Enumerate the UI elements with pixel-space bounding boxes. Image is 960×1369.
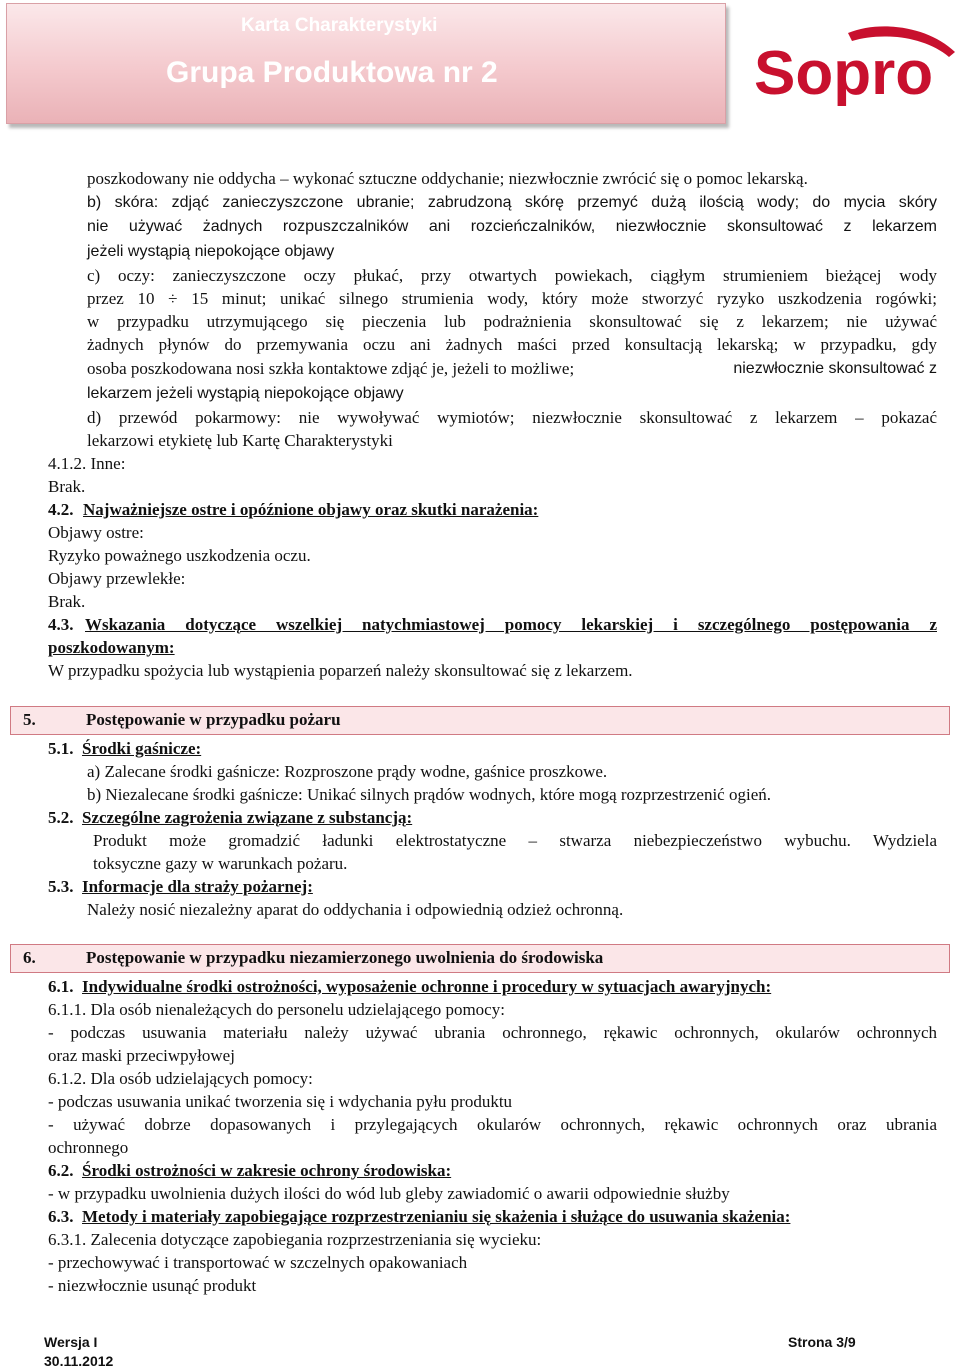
subsection-5-3-number: 5.3.	[48, 877, 74, 896]
subsection-6-3-title: Metody i materiały zapobiegające rozprzestrzenianiu się skażenia i służące do usuwania skażenia:	[82, 1207, 791, 1226]
document-title: Grupa Produktowa nr 2	[166, 56, 498, 89]
text-line: 6.1.1. Dla osób nienależących do personelu udzielającego pomocy:	[48, 1000, 505, 1019]
text-line: 4.1.2. Inne:	[48, 454, 126, 473]
section-title: Postępowanie w przypadku pożaru	[86, 710, 341, 729]
subsection-5-2-number: 5.2.	[48, 808, 74, 827]
text-line: 6.3.1. Zalecenia dotyczące zapobiegania rozprzestrzeniania się wycieku:	[48, 1230, 542, 1249]
text-line: - przechowywać i transportować w szczelnych opakowaniach	[48, 1253, 468, 1272]
subsection-4-3-title: Wskazania dotyczące wszelkiej natychmiastowej pomocy lekarskiej i szczególnego postępowania z	[85, 615, 937, 634]
text-line: Produkt może gromadzić ładunki elektrostatyczne – stwarza niebezpieczeństwo wybuchu. Wydziela	[93, 831, 937, 850]
text-line: 6.1.2. Dla osób udzielających pomocy:	[48, 1069, 313, 1088]
text-line: Objawy ostre:	[48, 523, 144, 542]
text-line: b) skóra: zdjąć zanieczyszczone ubranie; zabrudzoną skórę przemyć dużą ilością wody; do mycia skóry	[87, 194, 937, 211]
text-line: - używać dobrze dopasowanych i przylegających okularów ochronnych, rękawic ochronnych oraz ubrania	[48, 1115, 937, 1134]
text-line: Objawy przewlekłe:	[48, 569, 186, 588]
text-line: - podczas usuwania unikać tworzenia się i wdychania pyłu produktu	[48, 1092, 513, 1111]
subsection-4-3-number: 4.3.	[48, 615, 74, 634]
text-line: w przypadku utrzymującego się pieczenia lub podrażnienia skonsultować się z lekarzem; nie używać	[87, 312, 937, 331]
subsection-4-2-number: 4.2.	[48, 500, 74, 519]
subsection-6-1-number: 6.1.	[48, 977, 74, 996]
logo-text: Sopro	[754, 39, 934, 106]
subsection-5-1-number: 5.1.	[48, 739, 74, 758]
text-fragment: osoba poszkodowana nosi szkła kontaktowe zdjąć je, jeżeli to możliwe;	[87, 359, 575, 378]
footer-date: 30.11.2012	[44, 1353, 114, 1369]
text-line: poszkodowany nie oddycha – wykonać sztuczne oddychanie; niezwłocznie zwrócić się o pomoc lekarską.	[87, 169, 808, 188]
section-title: Postępowanie w przypadku niezamierzonego uwolnienia do środowiska	[86, 948, 604, 967]
text-line: a) Zalecane środki gaśnicze: Rozproszone prądy wodne, gaśnice proszkowe.	[87, 762, 608, 781]
text-line: c) oczy: zanieczyszczone oczy płukać, przy otwartych powiekach, ciągłym strumieniem bieżącej wody	[87, 266, 937, 285]
text-line: żadnych płynów do przemywania oczu ani żadnych maści przed konsultacją lekarską; w przypadku, gdy	[87, 335, 937, 354]
text-line: nie używać żadnych rozpuszczalników ani rozcieńczalników, niezwłocznie skonsultować z lekarzem	[87, 218, 937, 235]
text-fragment: niezwłocznie skonsultować z	[733, 360, 937, 377]
text-line: Brak.	[48, 592, 86, 611]
text-line: oraz maski przeciwpyłowej	[48, 1046, 235, 1065]
subsection-5-3-title: Informacje dla straży pożarnej:	[82, 877, 313, 896]
subsection-6-2-title: Środki ostrożności w zakresie ochrony środowiska:	[82, 1161, 452, 1180]
text-line: ochronnego	[48, 1138, 129, 1157]
section-number: 6.	[23, 948, 36, 967]
text-line: lekarzowi etykietę lub Kartę Charakterystyki	[87, 431, 393, 450]
subsection-5-2-title: Szczególne zagrożenia związane z substancją:	[82, 808, 413, 827]
section-number: 5.	[23, 710, 36, 729]
subsection-4-3-title-cont: poszkodowanym:	[48, 638, 175, 657]
subsection-5-1-title: Środki gaśnicze:	[82, 739, 202, 758]
text-line: Należy nosić niezależny aparat do oddychania i odpowiednią odzież ochronną.	[87, 900, 624, 919]
text-line	[87, 357, 937, 380]
subsection-6-3-number: 6.3.	[48, 1207, 74, 1226]
text-line: d) przewód pokarmowy: nie wywoływać wymiotów; niezwłocznie skonsultować z lekarzem – pokazać	[87, 408, 937, 427]
text-line: Brak.	[48, 477, 86, 496]
subsection-6-2-number: 6.2.	[48, 1161, 74, 1180]
text-line: jeżeli wystąpią niepokojące objawy	[87, 243, 335, 260]
header-banner	[6, 3, 726, 124]
footer-version: Wersja I	[44, 1334, 98, 1350]
text-line: Ryzyko poważnego uszkodzenia oczu.	[48, 546, 311, 565]
text-line: b) Niezalecane środki gaśnicze: Unikać silnych prądów wodnych, które mogą rozprzestrzenić ogień.	[87, 785, 771, 804]
document-subtitle: Karta Charakterystyki	[241, 15, 438, 36]
sopro-logo	[752, 24, 958, 106]
text-line: - podczas usuwania materiału należy używać ubrania ochronnego, rękawic ochronnych, okularów ochronnych	[48, 1023, 937, 1042]
section-5-header	[10, 706, 950, 735]
text-line: przez 10 ÷ 15 minut; unikać silnego strumienia wody, który może stworzyć ryzyko uszkodzenia rogówki;	[87, 289, 937, 308]
text-line: - w przypadku uwolnienia dużych ilości do wód lub gleby zawiadomić o awarii odpowiednie służby	[48, 1184, 730, 1203]
text-line: toksyczne gazy w warunkach pożaru.	[93, 854, 348, 873]
subsection-6-1-title: Indywidualne środki ostrożności, wyposażenie ochronne i procedury w sytuacjach awaryjnych:	[82, 977, 772, 996]
text-line: - niezwłocznie usunąć produkt	[48, 1276, 257, 1295]
text-line: W przypadku spożycia lub wystąpienia poparzeń należy skonsultować się z lekarzem.	[48, 661, 633, 680]
section-6-header	[10, 944, 950, 973]
subsection-4-2-title: Najważniejsze ostre i opóźnione objawy oraz skutki narażenia:	[83, 500, 539, 519]
footer-page-number: Strona 3/9	[788, 1334, 856, 1350]
text-line: lekarzem jeżeli wystąpią niepokojące objawy	[87, 385, 404, 402]
